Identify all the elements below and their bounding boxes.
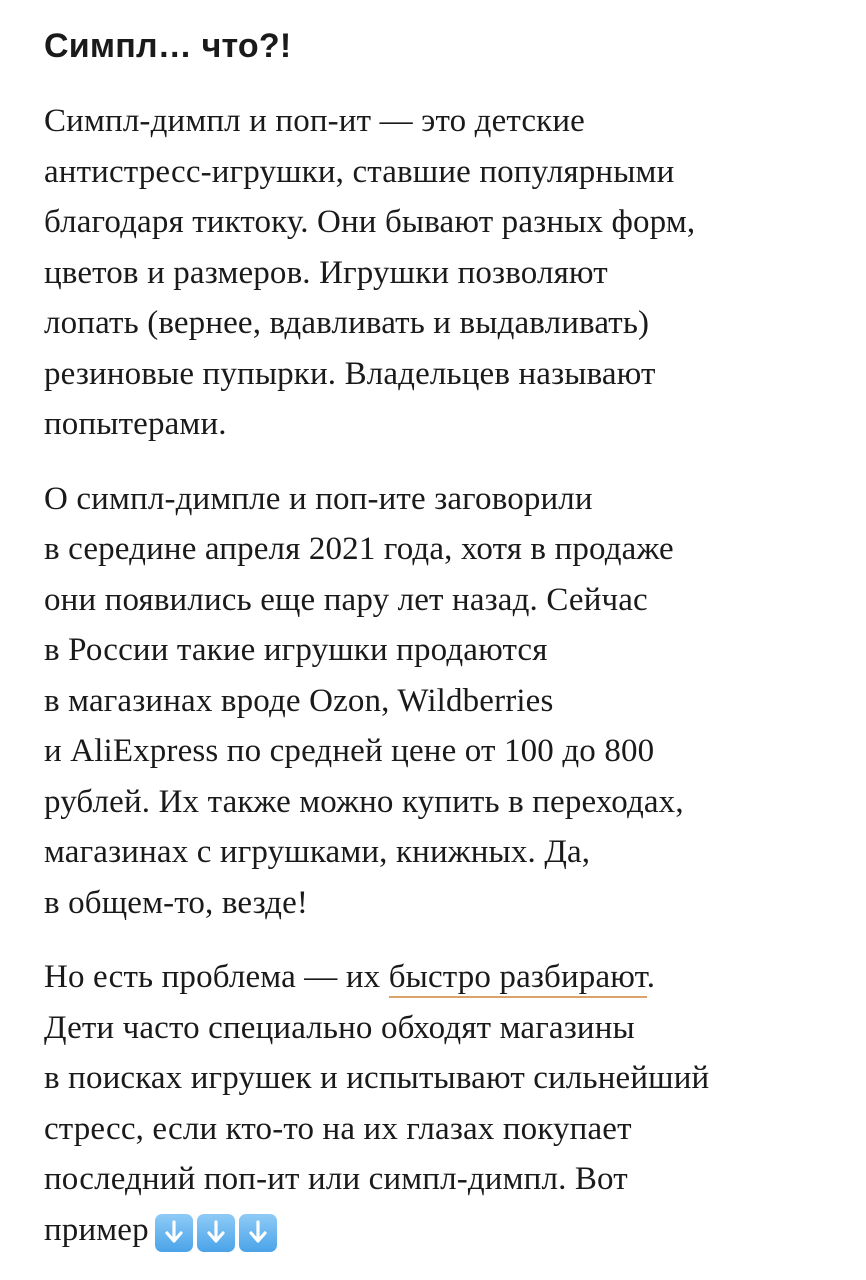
text-line: последний поп-ит или симпл-димпл. Вот [44, 1161, 628, 1197]
text-line: они появились еще пару лет назад. Сейчас [44, 581, 648, 618]
text-line: Симпл-димпл и поп-ит — это детские [44, 103, 585, 139]
text-line: в середине апреля 2021 года, хотя в продаже [44, 531, 674, 567]
fast-sold-out-link[interactable]: быстро разбирают [389, 959, 647, 998]
text-line: Дети часто специально обходят магазины [44, 1009, 635, 1046]
text-fragment: пример [44, 1211, 149, 1248]
text-line: в общем-то, везде! [44, 884, 309, 921]
article-heading: Симпл… что?! [44, 27, 292, 65]
paragraph-2 [44, 474, 844, 929]
text-line: рублей. Их также можно купить в переходах, [44, 783, 684, 820]
text-line: О симпл-димпле и поп-ите заговорили [44, 480, 593, 517]
down-arrows-emoji [155, 1214, 277, 1252]
article [44, 22, 844, 1255]
text-line: в магазинах вроде Ozon, Wildberries [44, 682, 554, 719]
text-fragment: Но есть проблема — их [44, 959, 389, 995]
text-line: антистресс-игрушки, ставшие популярными [44, 153, 675, 190]
down-arrow-icon [197, 1214, 235, 1252]
down-arrow-icon [155, 1214, 193, 1252]
text-line: цветов и размеров. Игрушки позволяют [44, 254, 608, 291]
text-fragment: . [646, 959, 656, 995]
text-line-last [44, 1205, 844, 1256]
text-line: лопать (вернее, вдавливать и выдавливать) [44, 305, 650, 341]
paragraph-1 [44, 96, 844, 450]
text-line: магазинах с игрушками, книжных. Да, [44, 834, 591, 870]
text-line: в России такие игрушки продаются [44, 632, 548, 668]
paragraph-3 [44, 952, 844, 1255]
text-line: стресс, если кто-то на их глазах покупает [44, 1110, 632, 1147]
text-line: попытерами. [44, 406, 227, 442]
text-line: резиновые пупырки. Владельцев называют [44, 355, 656, 392]
text-line: в поисках игрушек и испытывают сильнейший [44, 1060, 710, 1096]
text-line: благодаря тиктоку. Они бывают разных форм, [44, 204, 696, 240]
text-line-with-link [44, 952, 844, 1003]
text-line: и AliExpress по средней цене от 100 до 800 [44, 733, 655, 769]
down-arrow-icon [239, 1214, 277, 1252]
